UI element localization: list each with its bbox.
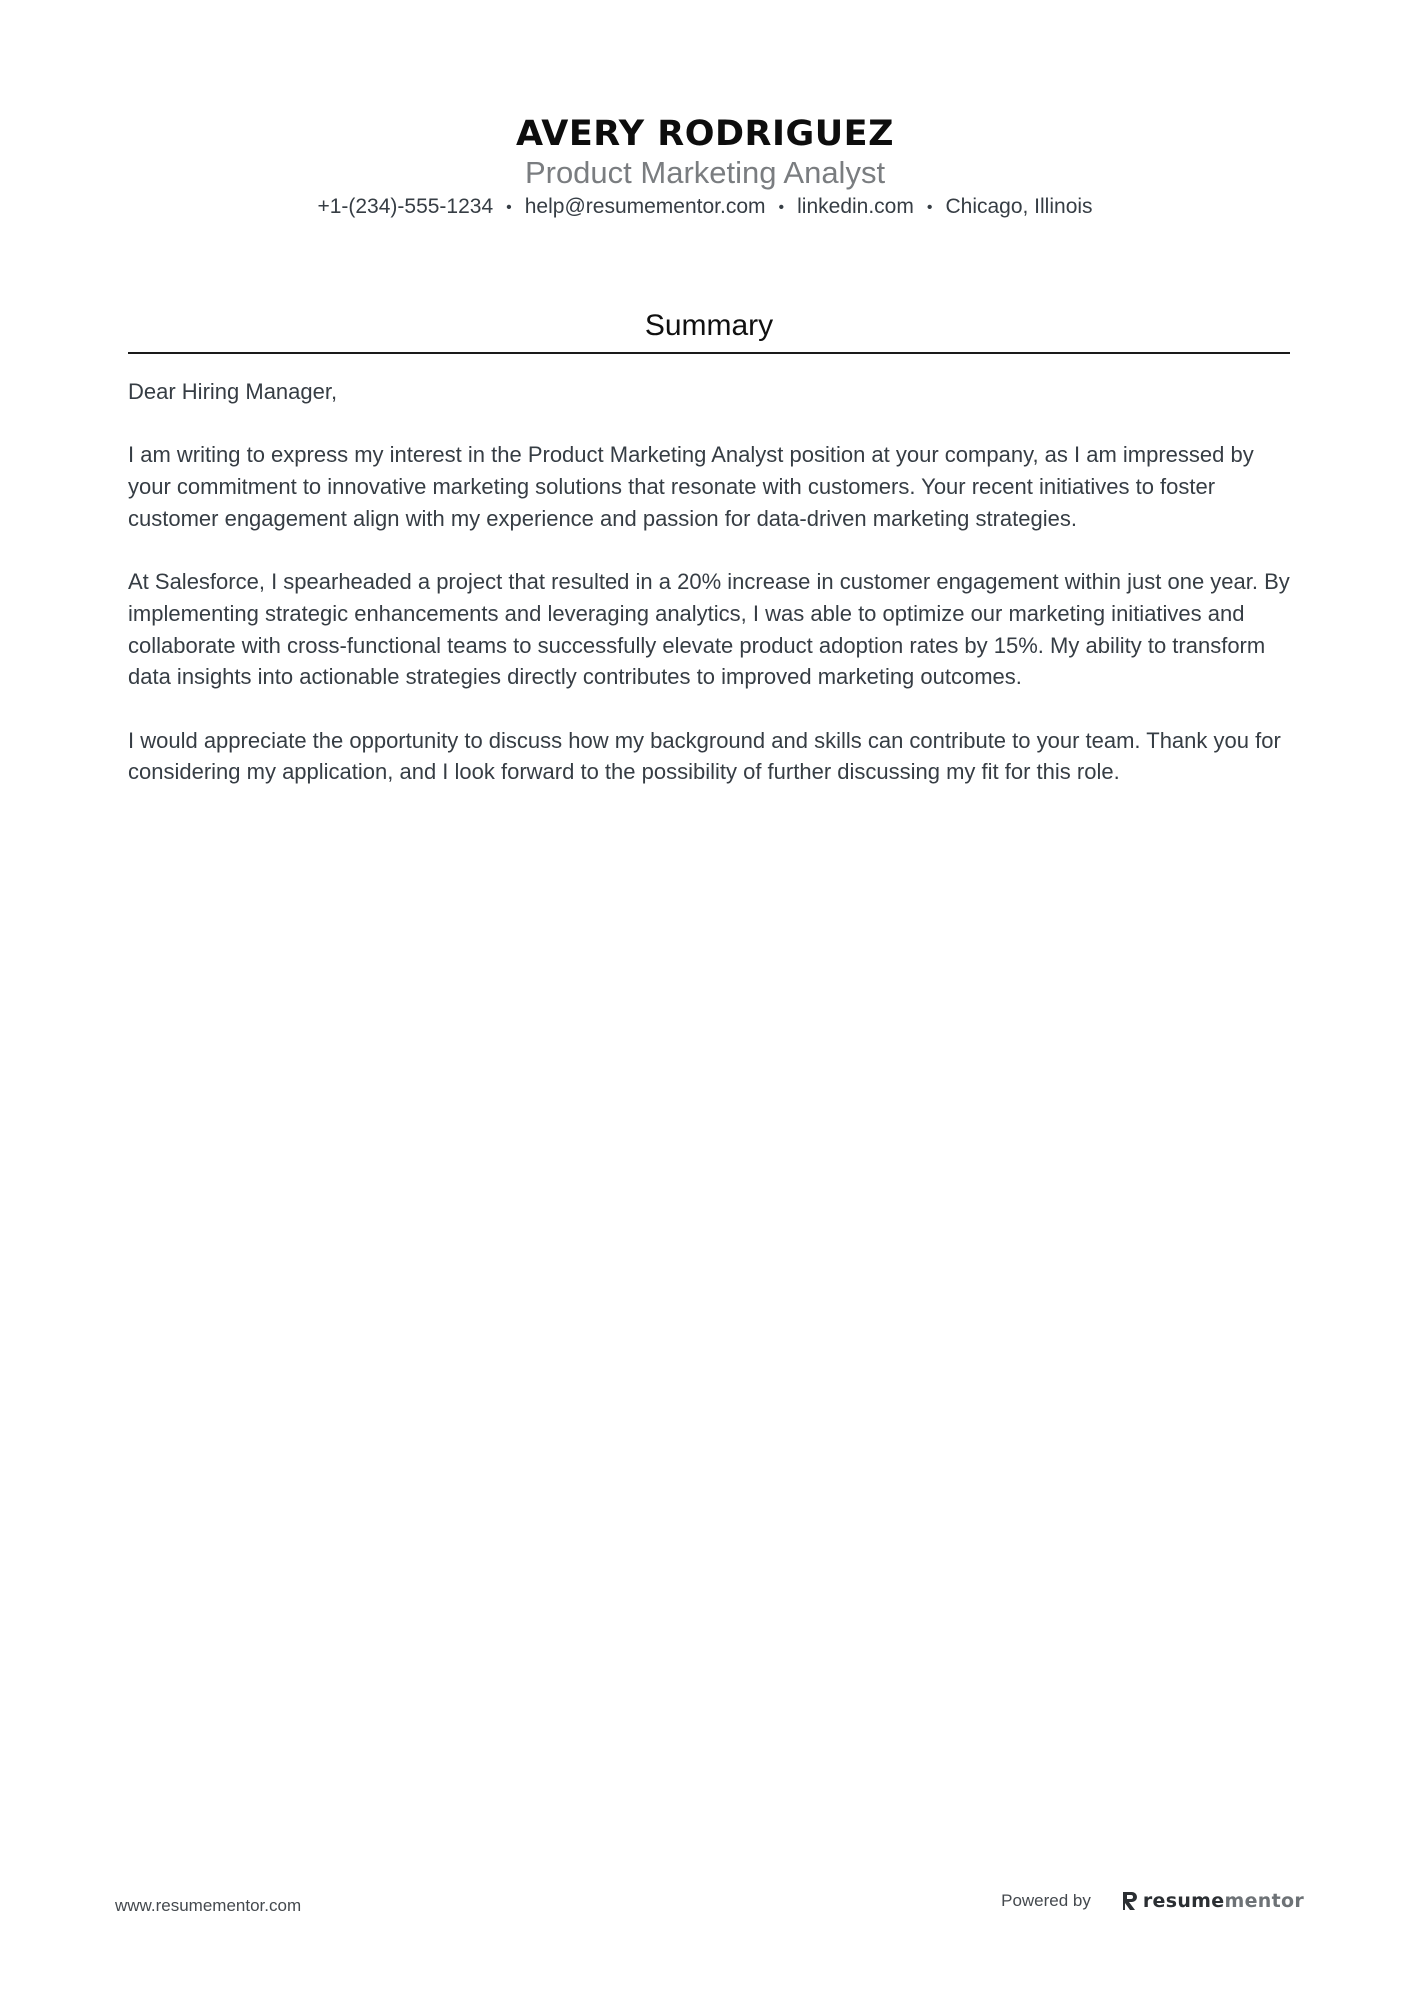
logo-text-resume: resume (1142, 1890, 1225, 1912)
resumementor-logo[interactable] (1121, 1890, 1304, 1912)
letter-body (128, 376, 1290, 788)
greeting: Dear Hiring Manager, (128, 379, 338, 404)
logo-text-mentor: mentor (1224, 1890, 1304, 1912)
separator: • (778, 199, 785, 216)
email[interactable]: help@resumementor.com (524, 195, 766, 218)
resume-header (0, 112, 1410, 223)
paragraph: I would appreciate the opportunity to discuss how my background and skills can contribute to your team. Thank you for considering my application, and I look forward to the possibility of further discussing my fit for this role. (128, 727, 1281, 785)
paragraph: I am writing to express my interest in the Product Marketing Analyst position at your company, as I am impressed by your commitment to innovative marketing solutions that resonate with customers. Your recent initiatives to foster customer engagement align with my experience and passion for data-driven marketing strategies. (128, 442, 1254, 531)
separator: • (506, 199, 512, 216)
candidate-name: AVERY RODRIGUEZ (516, 114, 894, 154)
linkedin[interactable]: linkedin.com (797, 195, 914, 218)
resumementor-logo-icon (1121, 1890, 1139, 1912)
separator: • (926, 199, 933, 216)
contact-line (0, 192, 1410, 223)
section-divider (128, 352, 1290, 354)
powered-by-label: Powered by (1001, 1891, 1091, 1910)
section-title: Summary (644, 309, 774, 342)
footer-branding (1001, 1890, 1304, 1912)
paragraph: At Salesforce, I spearheaded a project that resulted in a 20% increase in customer engagement within just one year. By implementing strategic enhancements and leveraging analytics, I was able to optimize our marketing initiatives and collaborate with cross-functional teams to successfully elevate product adoption rates by 15%. My ability to transform data insights into actionable strategies directly contributes to improved marketing outcomes. (128, 569, 1290, 690)
summary-section (128, 300, 1290, 820)
phone: +1-(234)-555-1234 (317, 195, 494, 218)
job-title: Product Marketing Analyst (524, 155, 886, 190)
footer-website[interactable]: www.resumementor.com (115, 1896, 302, 1915)
location: Chicago, Illinois (945, 195, 1093, 218)
